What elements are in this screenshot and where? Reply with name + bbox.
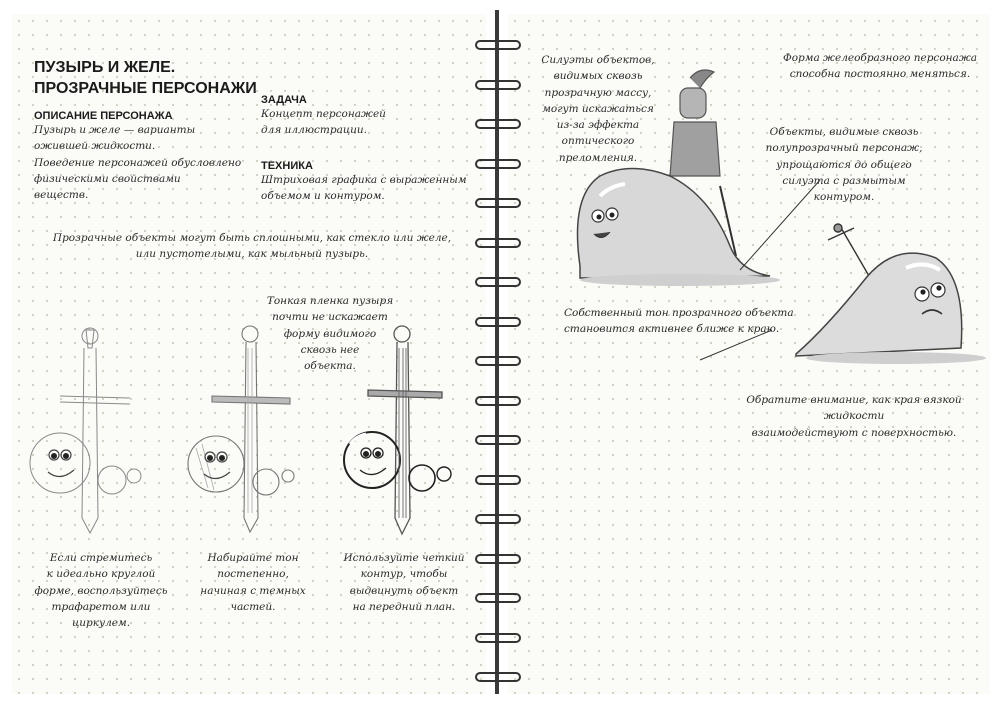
page-title-line-2: ПРОЗРАЧНЫЕ ПЕРСОНАЖИ	[34, 79, 257, 97]
silhouette-note-line: видимых сквозь	[553, 70, 643, 83]
intro-line: или пустотелыми, как мыльный пузырь.	[135, 248, 369, 261]
binding-ring	[475, 80, 521, 90]
description-line: Поведение персонажей обусловлено	[34, 156, 242, 169]
silhouette-note-line: преломления.	[558, 151, 638, 164]
binding-ring	[475, 317, 521, 327]
page-title-line-1: ПУЗЫРЬ И ЖЕЛЕ.	[34, 59, 176, 76]
technique-line: Штриховая графика с выраженным	[261, 174, 467, 186]
caption-line: Если стремитесь	[49, 552, 153, 564]
binding-ring	[475, 396, 521, 406]
caption-line: контур, чтобы	[360, 568, 448, 581]
task-line: для иллюстрации.	[261, 124, 368, 137]
caption-line: выдвинуть объект	[349, 584, 459, 597]
film-note-line: форму видимого	[283, 327, 377, 340]
caption-line: Используйте четкий	[343, 552, 465, 564]
edges-note-line: взаимодействуют с поверхностью.	[751, 426, 957, 439]
description-heading: ОПИСАНИЕ ПЕРСОНАЖА	[34, 110, 173, 122]
technique-heading: ТЕХНИКА	[261, 160, 313, 172]
objects-note-line: контуром.	[813, 191, 875, 204]
film-note-line: объекта.	[304, 360, 356, 373]
binding-ring	[475, 238, 521, 248]
binding-ring	[475, 475, 521, 485]
silhouette-note-line: оптического	[561, 135, 635, 148]
task-line: Концепт персонажей	[261, 108, 386, 120]
binding-ring	[475, 277, 521, 287]
task-heading: ЗАДАЧА	[261, 94, 307, 106]
binding-ring	[475, 514, 521, 524]
binding-ring	[475, 435, 521, 445]
caption-line: Набирайте тон	[207, 552, 299, 564]
technique-line: объемом и контуром.	[261, 190, 385, 203]
shape-note-line: Форма желеобразного персонажа	[782, 52, 978, 64]
caption-line: на передний план.	[352, 600, 456, 613]
shape-note-line: способна постоянно меняться.	[789, 68, 971, 81]
caption-line: форме, воспользуйтесь	[34, 584, 168, 597]
silhouette-note-line: из-за эффекта	[556, 119, 640, 132]
own-tone-note: Собственный тон прозрачного объекта становится активнее ближе к краю.	[564, 307, 794, 336]
notebook-spine	[495, 10, 499, 694]
description-line: Пузырь и желе — варианты	[34, 124, 196, 136]
caption-line: постепенно,	[217, 568, 289, 581]
binding-ring	[475, 119, 521, 129]
film-note-line: Тонкая пленка пузыря	[266, 295, 394, 307]
caption-line: частей.	[230, 600, 276, 613]
objects-note-line: полупрозрачный персонаж,	[765, 142, 923, 155]
binding-ring	[475, 633, 521, 643]
caption-line: к идеально круглой	[46, 568, 156, 581]
description-line: физическими свойствами	[34, 172, 181, 185]
binding-ring	[475, 159, 521, 169]
binding-ring	[475, 593, 521, 603]
edges-note-line: Обратите внимание, как края вязкой жидкости	[746, 394, 962, 423]
objects-note-line: силуэта с размытым	[782, 174, 906, 187]
film-note-line: почти не искажает	[272, 311, 388, 324]
caption-line: трафаретом или	[51, 600, 151, 613]
silhouette-note-line: могут искажаться	[542, 102, 654, 115]
description-line: веществ.	[34, 189, 89, 202]
caption-line: циркулем.	[71, 617, 131, 630]
binding-ring	[475, 198, 521, 208]
silhouette-note-line: Силуэты объектов,	[541, 54, 655, 66]
caption-line: начиная с темных	[200, 584, 306, 597]
binding-ring	[475, 554, 521, 564]
binding-ring	[475, 40, 521, 50]
objects-note-line: упрощаются до общего	[776, 158, 912, 171]
objects-note-line: Объекты, видимые сквозь	[769, 126, 919, 138]
binding-ring	[475, 672, 521, 682]
intro-line: Прозрачные объекты могут быть сплошными, как стекло или желе,	[52, 232, 452, 244]
description-line: ожившей жидкости.	[34, 140, 156, 153]
binding-ring	[475, 356, 521, 366]
silhouette-note-line: прозрачную массу,	[544, 86, 652, 99]
film-note-line: сквозь нее	[300, 343, 360, 356]
